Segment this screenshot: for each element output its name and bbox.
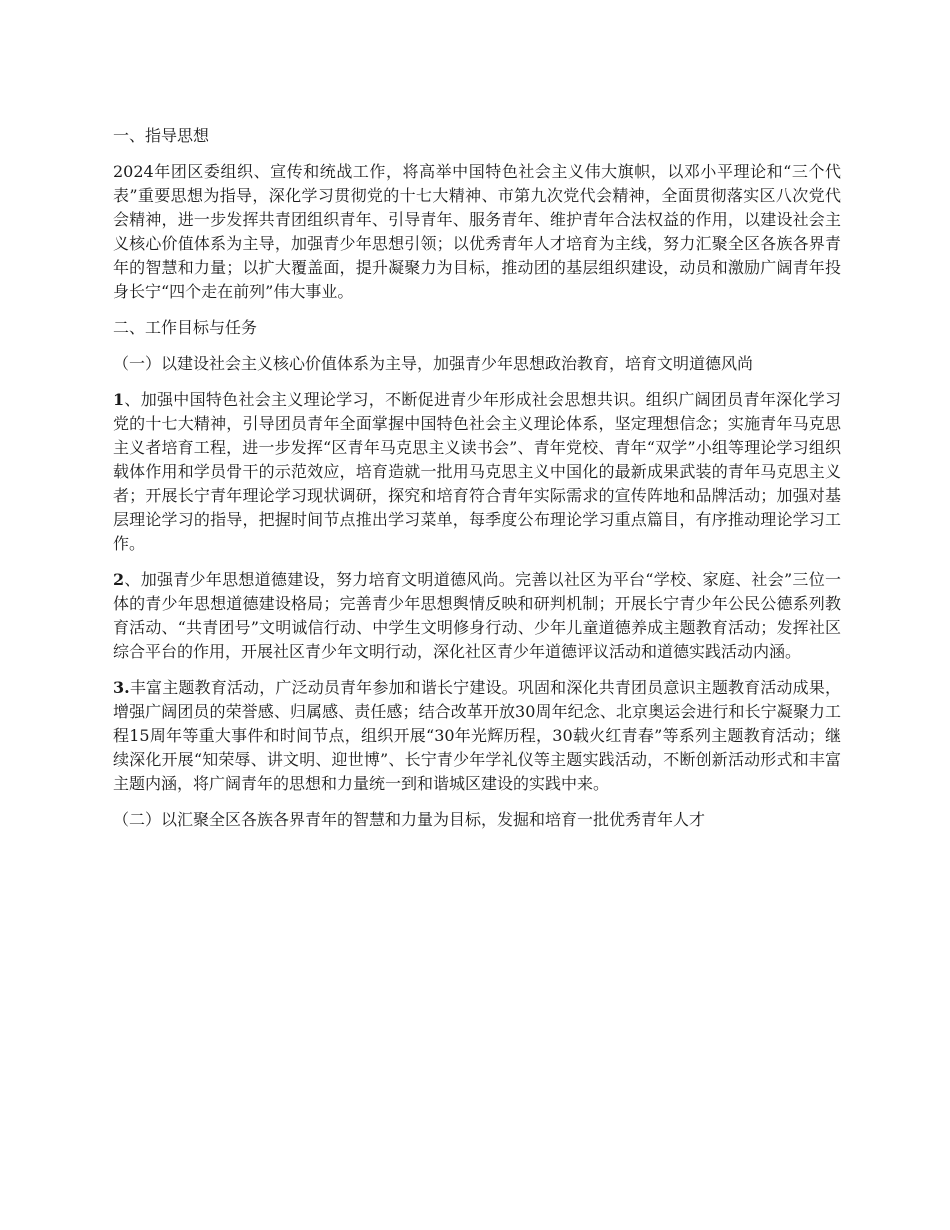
paragraph-guiding-ideology: 2024年团区委组织、宣传和统战工作，将高举中国特色社会主义伟大旗帜，以邓小平理论和“三个代表”重要思想为指导，深化学习贯彻党的十七大精神、市第九次党代会精神，全面贯彻落实区八次党代会精神，进一步发挥共青团组织青年、引导青年、服务青年、维护青年合法权益的作用，以建设社会主义核心价值体系为主导，加强青少年思想引领；以优秀青年人才培育为主线，努力汇聚全区各族各界青年的智慧和力量；以扩大覆盖面，提升凝聚力为目标，推动团的基层组织建设，动员和激励广阔青年投身长宁“四个走在前列”伟大事业。	[113, 162, 841, 301]
section-heading-guiding-ideology: 一、指导思想	[113, 126, 210, 145]
document-page	[113, 124, 841, 844]
list-item-1-text: 、加强中国特色社会主义理论学习，不断促进青少年形成社会思想共识。组织广阔团员青年深化学习党的十七大精神，引导团员青年全面掌握中国特色社会主义理论体系，坚定理想信念；实施青年马克思主义者培育工程，进一步发挥“区青年马克思主义读书会”、青年党校、青年“双学”小组等理论学习组织载体作用和学员骨干的示范效应，培育造就一批用马克思主义中国化的最新成果武装的青年马克思主义者；开展长宁青年理论学习现状调研，探究和培育符合青年实际需求的宣传阵地和品牌活动；加强对基层理论学习的指导，把握时间节点推出学习菜单，每季度公布理论学习重点篇目，有序推动理论学习工作。	[113, 390, 841, 553]
list-item-3	[113, 676, 841, 796]
list-item-2-number: 2	[113, 570, 125, 589]
list-item-2	[113, 568, 841, 664]
list-item-1-number: 1	[113, 390, 125, 409]
list-item-3-number: 3.	[113, 678, 130, 697]
list-item-1	[113, 388, 841, 556]
section-heading-goals-tasks: 二、工作目标与任务	[113, 318, 258, 337]
subsection-heading-1: （一）以建设社会主义核心价值体系为主导，加强青少年思想政治教育，培育文明道德风尚	[113, 354, 754, 373]
list-item-3-text: 丰富主题教育活动，广泛动员青年参加和谐长宁建设。巩固和深化共青团员意识主题教育活动成果，增强广阔团员的荣誉感、归属感、责任感；结合改革开放30周年纪念、北京奥运会进行和长宁凝聚力工程15周年等重大事件和时间节点，组织开展“30年光辉历程，30载火红青春”等系列主题教育活动；继续深化开展“知荣辱、讲文明、迎世博”、长宁青少年学礼仪等主题实践活动，不断创新活动形式和丰富主题内涵，将广阔青年的思想和力量统一到和谐城区建设的实践中来。	[113, 678, 841, 793]
subsection-heading-2: （二）以汇聚全区各族各界青年的智慧和力量为目标，发掘和培育一批优秀青年人才	[113, 810, 706, 829]
list-item-2-text: 、加强青少年思想道德建设，努力培育文明道德风尚。完善以社区为平台“学校、家庭、社会”三位一体的青少年思想道德建设格局；完善青少年思想舆情反映和研判机制；开展长宁青少年公民公德系列教育活动、“共青团号”文明诚信行动、中学生文明修身行动、少年儿童道德养成主题教育活动；发挥社区综合平台的作用，开展社区青少年文明行动，深化社区青少年道德评议活动和道德实践活动内涵。	[113, 570, 841, 661]
